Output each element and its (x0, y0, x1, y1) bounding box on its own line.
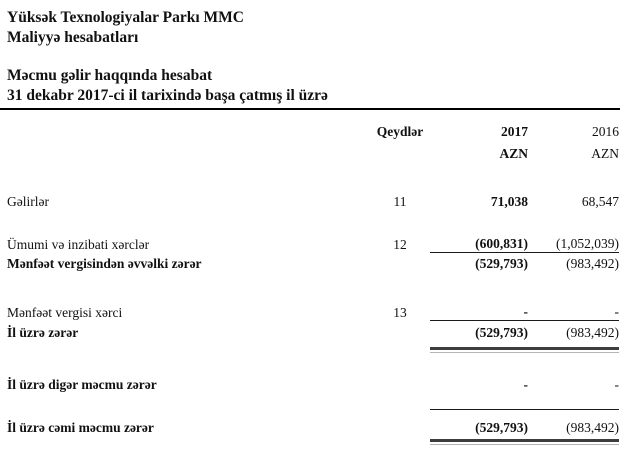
row-note (370, 373, 430, 393)
row-note: 13 (393, 304, 407, 320)
row-value-2017: - (430, 302, 528, 321)
currency-label-2017: AZN (499, 146, 528, 161)
row-value-2016: (1,052,039) (528, 234, 619, 253)
statement-title: Məcmu gəlir haqqında hesabat (7, 67, 213, 84)
row-label: İl üzrə cəmi məcmu zərər (7, 420, 154, 435)
row-note (370, 410, 430, 440)
row-value-2016: - (528, 302, 619, 321)
table-row-total-comprehensive-loss (7, 410, 619, 440)
spacer-row (7, 210, 619, 234)
row-value-2016: (983,492) (566, 256, 619, 271)
spacer-row (7, 393, 619, 410)
column-header-notes: Qeydlər (376, 124, 424, 139)
row-value-2016: 68,547 (581, 194, 619, 209)
row-value-2017: - (523, 377, 528, 392)
total-double-rule (430, 347, 619, 353)
currency-label-2016: AZN (591, 146, 619, 161)
row-value-2016: - (614, 377, 619, 392)
row-note: 12 (393, 236, 407, 252)
spacer-row (7, 357, 619, 373)
row-value-2016: (983,492) (566, 325, 619, 340)
income-statement-table (7, 110, 619, 449)
row-value-2017: (600,831) (430, 234, 528, 253)
document-type: Maliyyə hesabatları (7, 29, 139, 46)
table-row-loss-before-tax (7, 253, 619, 279)
statement-header (0, 66, 620, 110)
row-value-2017: (529,793) (475, 256, 528, 271)
table-header-row (7, 110, 619, 140)
row-label: Gəlirlər (7, 194, 49, 209)
row-value-2016: (983,492) (528, 410, 619, 440)
column-header-2016: 2016 (592, 124, 619, 139)
table-row-revenues (7, 190, 619, 210)
statement-period: 31 dekabr 2017-ci il tarixində başa çatmış il üzrə (7, 87, 328, 104)
document-header (0, 0, 620, 48)
total-double-rule (430, 439, 619, 445)
total-rule-row (7, 347, 619, 357)
currency-row (7, 140, 619, 162)
row-note: 11 (393, 194, 407, 209)
row-label: Mənfəət vergisindən əvvəlki zərər (7, 255, 202, 271)
table-row-other-comprehensive-loss (7, 373, 619, 393)
table-row-admin-expenses (7, 234, 619, 253)
row-value-2017: 71,038 (490, 194, 528, 209)
row-label: Mənfəət vergisi xərci (7, 304, 123, 320)
row-value-2017: (529,793) (475, 325, 528, 340)
spacer-row (7, 278, 619, 302)
company-name: Yüksək Texnologiyalar Parkı MMC (7, 9, 244, 26)
row-value-2017: (529,793) (430, 410, 528, 440)
row-note (370, 321, 430, 348)
spacer-row (7, 162, 619, 190)
row-label: İl üzrə zərər (7, 324, 79, 340)
total-rule-row (7, 439, 619, 449)
row-note (370, 253, 430, 279)
table-row-loss-for-year (7, 321, 619, 348)
row-label: İl üzrə digər məcmu zərər (7, 377, 157, 392)
table-row-income-tax (7, 302, 619, 321)
row-label: Ümumi və inzibati xərclər (7, 236, 150, 252)
column-header-2017: 2017 (501, 124, 528, 139)
